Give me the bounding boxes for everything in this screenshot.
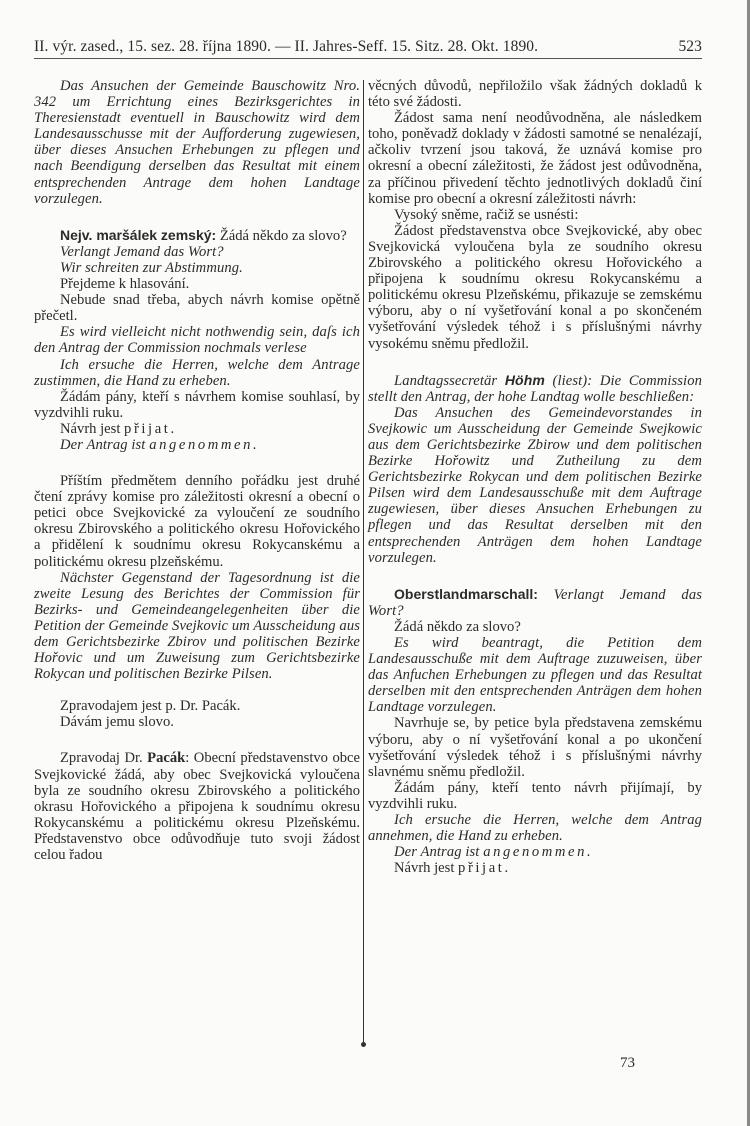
paragraph: [34, 750, 360, 863]
paragraph: [368, 860, 702, 876]
paragraph: Žádost sama není neodůvodněna, ale následkem toho, poněvadž doklady v žádosti samotné se nenalézají, ačkoliv tvrzení jsou taková, že uznává komise pro okresní a obecní záležitosti, že žádost jest odůvodněna, za příčinou přivedení těchto jednotlivých dokladů činí komise pro obecní a okresní záležitosti návrh:: [368, 110, 702, 207]
column-divider: [363, 80, 364, 1045]
paragraph: věcných důvodů, nepřiložilo však žádných dokladů k této své žádosti.: [368, 78, 702, 111]
result-value: přijat.: [458, 860, 511, 877]
speech-text: Verlangt Jemand das Wort?: [368, 586, 702, 619]
paragraph: Žádám pány, kteří tento návrh přijímají, by vyzdvihli ruku.: [368, 779, 702, 812]
paragraph: Žádám pány, kteří s návrhem komise souhlasí, by vyzdvihli ruku.: [34, 388, 360, 421]
paragraph: Verlangt Jemand das Wort?: [60, 243, 224, 260]
result-label: Der Antrag ist: [394, 844, 480, 861]
paragraph: Ich ersuche die Herren, welche dem Antrag annehmen, die Hand zu erheben.: [368, 812, 702, 845]
speech-text: Žádá někdo za slovo?: [219, 227, 347, 244]
paragraph: Das Ansuchen der Gemeinde Bauschowitz Nro. 342 um Errichtung eines Bezirksgerichtes in Theresienstadt eventuell in Bauschowitz wird dem Landesausschusse mit der Aufforderung zugewiesen, über dieses Ansuchen Erhebungen zu pflegen und nach Beendigung derselben das Resultat mit einem entsprechenden Antrage dem hohen Landtage vorzulegen.: [34, 78, 360, 207]
sheet-number: 73: [620, 1055, 635, 1071]
speaker-title: Zpravodaj Dr.: [60, 750, 143, 767]
paragraph: Přejdeme k hlasování.: [60, 276, 190, 293]
result-label: Návrh jest: [394, 860, 455, 877]
paragraph: [34, 227, 360, 244]
result-value: přijat.: [124, 420, 177, 437]
right-column: [368, 78, 702, 876]
column-divider-end: [361, 1042, 366, 1047]
paragraph: Es wird vielleicht nicht nothwendig sein, daſs ich den Antrag der Commission nochmals verlese: [34, 324, 360, 357]
result-label: Der Antrag ist: [60, 436, 146, 453]
speech-text: (liest): Die Commission stellt den Antrag, der hohe Landtag wolle beschließen:: [368, 372, 703, 405]
page-number-header: 523: [678, 38, 702, 55]
paragraph: Žádá někdo za slovo?: [394, 618, 521, 635]
paragraph: Příštím předmětem denního pořádku jest druhé čtení zprávy komise pro záležitosti okresní a obecní o petici obce Svejkovické za vyloučení ze soudního okresu Zbirovského a politického okresu Hořovického a přidělení k soudnímu okresu Rokycanskému a politickému okresu plzeňskému.: [34, 473, 360, 570]
speaker-title: Landtagssecretär: [394, 372, 498, 389]
paragraph: Es wird beantragt, die Petition dem Landesausschuße mit dem Auftrage zuzuweisen, über das Anfuchen Erhebungen zu pflegen und das Resultat derselben mit den entsprechenden Anträgen dem hohen Landtage vorzulegen.: [368, 635, 702, 716]
paragraph: Žádost představenstva obce Svejkovické, aby obec Svejkovická vyloučena byla ze soudního okresu Zbirovského a politického okresu Hořovického a připojena k soudnímu okresu Rokycanskému a politickému okresu Plzeňskému, přikazuje se zemskému výboru, aby o ní vyšetřování konal a po skončeném vyšetřování výsledek téhož i s příslušnými návrhy vysokému sněmu předložil.: [368, 222, 702, 352]
paragraph: [368, 372, 702, 405]
speaker-name: Höhm: [504, 371, 545, 388]
paragraph: [368, 844, 702, 860]
paragraph: Nächster Gegenstand der Tagesordnung ist die zweite Lesung des Berichtes der Commission für Bezirks- und Gemeindeangelegenheiten über die Petition der Gemeinde Svejkovic um Ausscheidung aus dem Gerichtsbezirke Zbirov und politischen Bezirke Hořovic und um Zuweisung zum Gerichtsbezirke Rokycan und politischen Bezirke Pilsen.: [34, 569, 360, 683]
speaker-name: Pacák: [147, 750, 186, 767]
speaker-name: Nejv. maršálek zemský:: [60, 226, 217, 243]
paragraph: Vysoký sněme, račiž se usnésti:: [394, 206, 579, 223]
result-value: angenommen.: [149, 436, 260, 453]
running-header: [34, 38, 702, 59]
speaker-name: Oberstlandmarschall:: [394, 585, 538, 602]
paragraph: Zpravodajem jest p. Dr. Pacák.: [60, 698, 241, 715]
header-title: II. výr. zased., 15. sez. 28. října 1890. — II. Jahres-Seff. 15. Sitz. 28. Okt. 1890.: [34, 38, 539, 55]
result-value: angenommen.: [483, 844, 594, 861]
result-label: Návrh jest: [60, 420, 121, 437]
speech-text: : Obecní představenstvo obce Svejkovické žádá, aby obec Svejkovická vyloučena byla ze soudního okresu Zbirovského a politického okrasu Hořovického a připojena k soudnímu okresu Rokycanskému a politickému okresu Plzeňskému. Představenstvo obce odůvodňuje tuto svoji žádost celou řadou: [34, 750, 360, 864]
paragraph: [368, 586, 702, 619]
paragraph: Navrhuje se, by petice byla představena zemskému výboru, aby o ní vyšetřování konal a po ukončení vyšetřování výsledek téhož i s příslušnými návrhy slavnému sněmu předložil.: [368, 715, 702, 780]
paragraph: Ich ersuche die Herren, welche dem Antrage zustimmen, die Hand zu erheben.: [34, 356, 360, 389]
paragraph: Dávám jemu slovo.: [60, 714, 174, 731]
paragraph: [34, 421, 360, 437]
left-column: [34, 78, 360, 863]
paragraph: Nebude snad třeba, abych návrh komise opětně přečetl.: [34, 292, 360, 325]
paragraph: Das Ansuchen des Gemeindevorstandes in Svejkowic um Ausscheidung der Gemeinde Swejkowic aus dem Gerichtsbezirke Zbirow und dem politischen Bezirke Hořowitz und Zutheilung zu dem Gerichtsbezirke Rokycan und dem politischen Bezirke Pilsen wird dem Landesausschuße mit dem Auftrage zugewiesen, über dieses Ansuchen Erhebungen zu pflegen und das Resultat derselben mit den entsprechenden Anträgen dem hohen Landtage vorzulegen.: [368, 404, 702, 566]
paragraph: [34, 437, 360, 453]
paragraph: Wir schreiten zur Abstimmung.: [60, 259, 243, 276]
